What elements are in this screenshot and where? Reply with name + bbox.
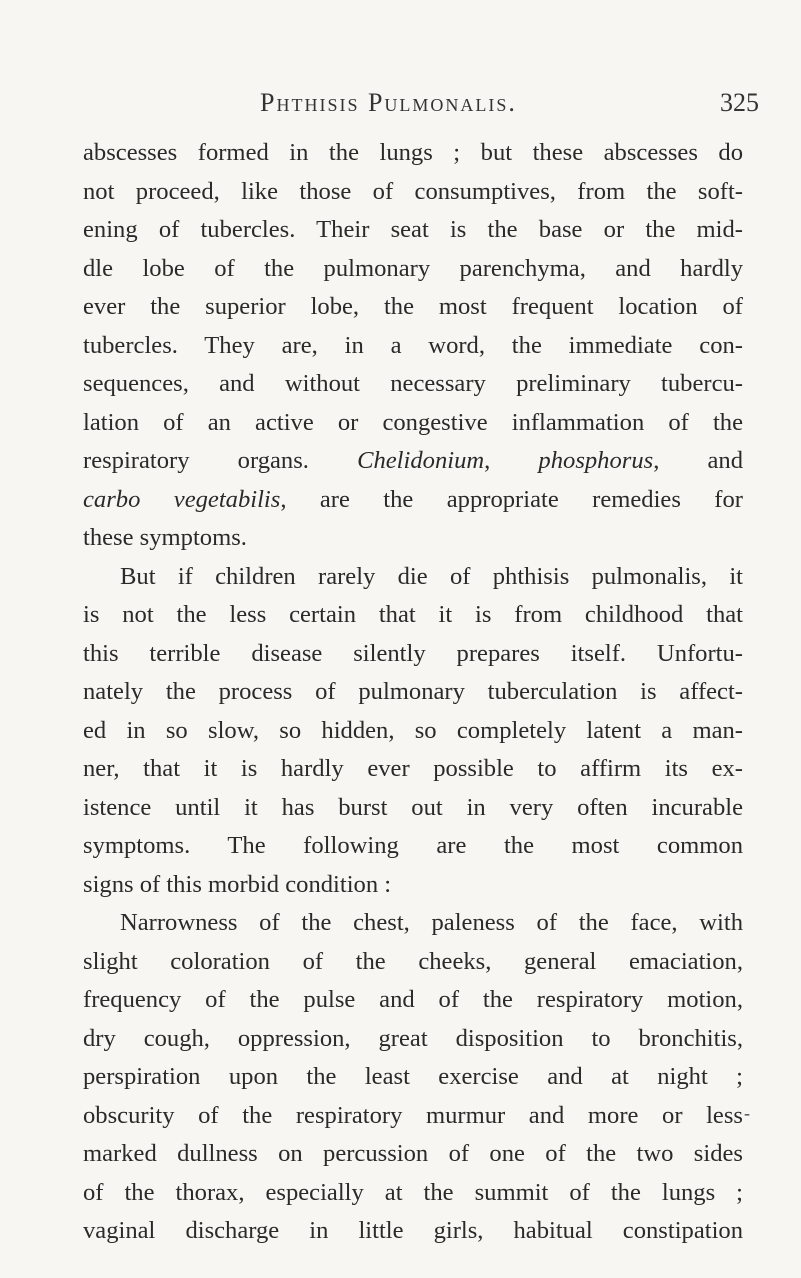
text-line: is not the less certain that it is from childhood that xyxy=(83,601,743,628)
text-line: symptoms. The following are the most common xyxy=(83,832,743,859)
text-line: abscesses formed in the lungs ; but these abscesses do xyxy=(83,139,743,166)
text-line: ever the superior lobe, the most frequent location of xyxy=(83,293,743,320)
text-line: not proceed, like those of consumptives, from the soft- xyxy=(83,177,743,205)
text-line: obscurity of the respiratory murmur and more or less xyxy=(83,1101,743,1129)
text-line: istence until it has burst out in very often incurable xyxy=(83,793,743,821)
page-number: 325 xyxy=(720,88,759,117)
text-line: sequences, and without necessary preliminary tubercu- xyxy=(83,370,743,397)
margin-mark: - xyxy=(744,1103,750,1123)
text-line: ening of tubercles. Their seat is the base or the mid- xyxy=(83,216,743,243)
remedy-name: carbo vegetabilis xyxy=(83,485,281,513)
text-line: signs of this morbid condition : xyxy=(83,870,392,898)
text-line: But if children rarely die of phthisis pulmonalis, it xyxy=(120,562,743,590)
text-line: lation of an active or congestive inflammation of the xyxy=(83,408,743,436)
text-line: perspiration upon the least exercise and at night ; xyxy=(83,1063,743,1090)
text-line: Narrowness of the chest, paleness of the face, with xyxy=(120,909,743,936)
text-line: dle lobe of the pulmonary parenchyma, and hardly xyxy=(83,254,743,282)
text-line: vaginal discharge in little girls, habitual constipation xyxy=(83,1217,743,1244)
running-title: Phthisis Pulmonalis. xyxy=(260,88,517,117)
text-line: these symptoms. xyxy=(83,524,247,551)
body-text xyxy=(83,134,743,1251)
remedy-name: phosphorus xyxy=(538,447,654,474)
text-line: nately the process of pulmonary tuberculation is affect- xyxy=(83,678,743,705)
remedy-name: Chelidonium xyxy=(357,447,485,474)
text-line: this terrible disease silently prepares itself. Unfortu- xyxy=(83,639,743,667)
text-line: ner, that it is hardly ever possible to affirm its ex- xyxy=(83,755,743,782)
text-line: ed in so slow, so hidden, so completely latent a man- xyxy=(83,716,743,744)
text-line: frequency of the pulse and of the respiratory motion, xyxy=(83,986,743,1013)
text-line: dry cough, oppression, great disposition to bronchitis, xyxy=(83,1024,743,1052)
text-line: respiratory organs. Chelidonium, phosphorus, and xyxy=(83,447,744,474)
text-line: carbo vegetabilis, are the appropriate remedies for xyxy=(83,485,743,513)
text-line: slight coloration of the cheeks, general emaciation, xyxy=(83,947,743,975)
text-line: of the thorax, especially at the summit of the lungs ; xyxy=(83,1178,743,1206)
text-line: marked dullness on percussion of one of the two sides xyxy=(83,1140,743,1167)
running-head xyxy=(0,88,801,122)
text-line: tubercles. They are, in a word, the immediate con- xyxy=(83,331,743,359)
